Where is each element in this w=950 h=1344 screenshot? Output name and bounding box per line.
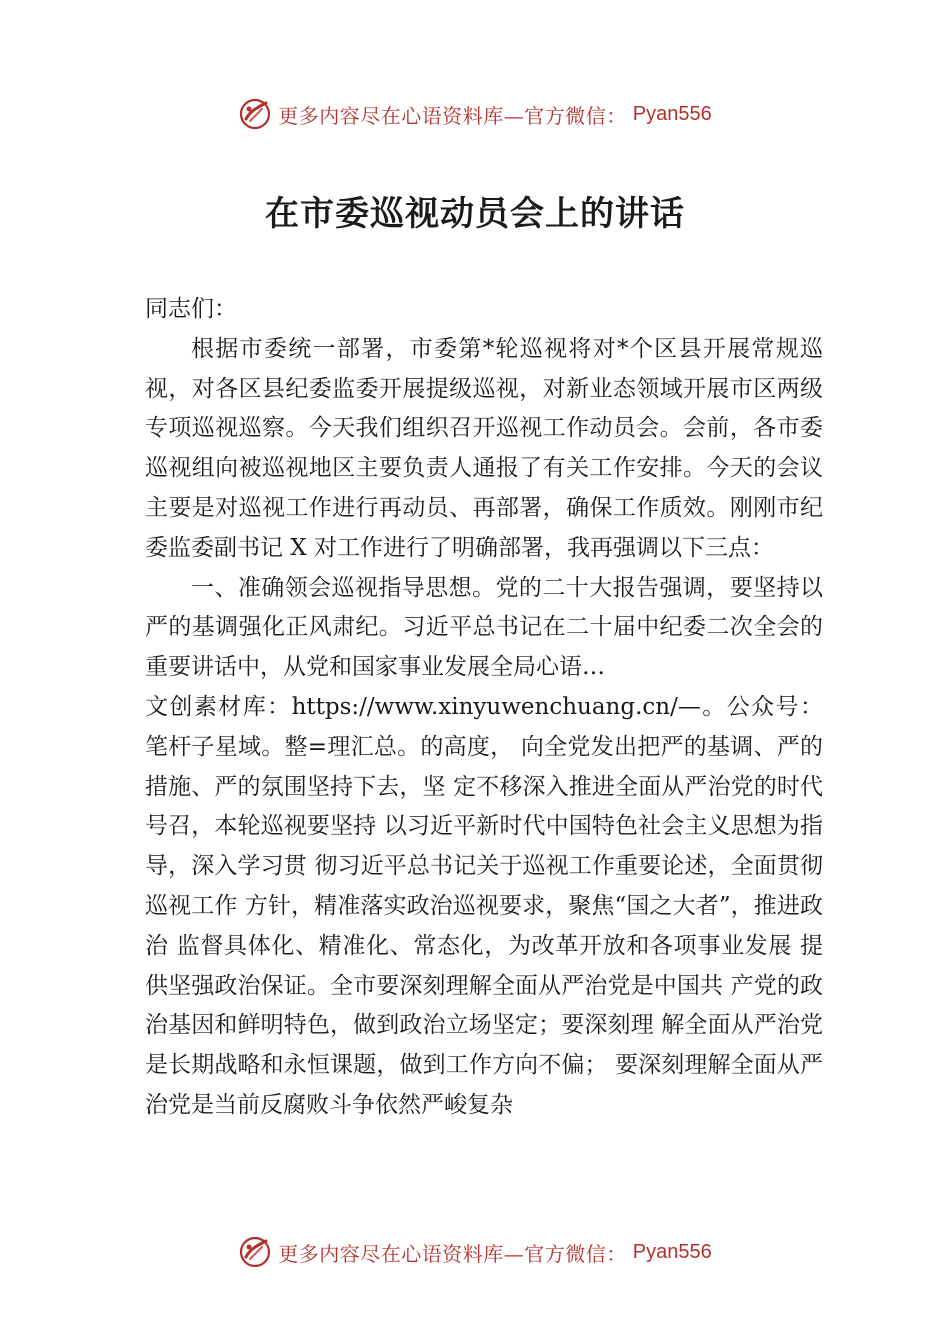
- document-body: [145, 290, 823, 1126]
- watermark-account: Pyan556: [632, 1240, 712, 1263]
- xinyu-logo-icon: [238, 1235, 272, 1269]
- document-title: 在市委巡视动员会上的讲话: [265, 194, 685, 234]
- watermark-header: [0, 94, 950, 134]
- watermark-footer: [0, 1232, 950, 1272]
- watermark-text: 更多内容尽在心语资料库—官方微信：: [278, 103, 627, 128]
- paragraph-section-one: 一、准确领会巡视指导思想。党的二十大报告强调，要坚持以严的基调强化正风肃纪。习近平总书记在二十届中纪委二次全会的重要讲话中，从党和国家事业发展全局心语…: [145, 574, 823, 681]
- xinyu-logo-icon: [238, 97, 272, 131]
- watermark-text: 更多内容尽在心语资料库—官方微信：: [278, 1241, 627, 1266]
- paragraph-continuation: 文创素材库：https://www.xinyuwenchuang.cn/—。公众号：笔杆子星域。整=理汇总。的高度， 向全党发出把严的基调、严的措施、严的氛围坚持下去，坚 定不移深入推进全面从严治党的时代号召，本轮巡视要坚持 以习近平新时代中国特色社会主义思想为指导，深入学习贯 彻习近平总书记关于巡视工作重要论述，全面贯彻巡视工作 方针，精准落实政治巡视要求，聚焦“国之大者”，推进政治 监督具体化、精准化、常态化，为改革开放和各项事业发展 提供坚强政治保证。全市要深刻理解全面从严治党是中国共 产党的政治基因和鲜明特色，做到政治立场坚定；要深刻理 解全面从严治党是长期战略和永恒课题，做到工作方向不偏； 要深刻理解全面从严治党是当前反腐败斗争依然严峻复杂: [145, 693, 823, 1118]
- paragraph-intro: 根据市委统一部署，市委第*轮巡视将对*个区县开展常规巡视，对各区县纪委监委开展提级巡视，对新业态领域开展市区两级专项巡视巡察。今天我们组织召开巡视工作动员会。会前，各市委巡视组向被巡视地区主要负责人通报了有关工作安排。今天的会议主要是对巡视工作进行再动员、再部署，确保工作质效。刚刚市纪委监委副书记 X 对工作进行了明确部署，我再强调以下三点：: [145, 335, 823, 561]
- watermark-account: Pyan556: [632, 102, 712, 125]
- salutation: 同志们：: [145, 296, 237, 322]
